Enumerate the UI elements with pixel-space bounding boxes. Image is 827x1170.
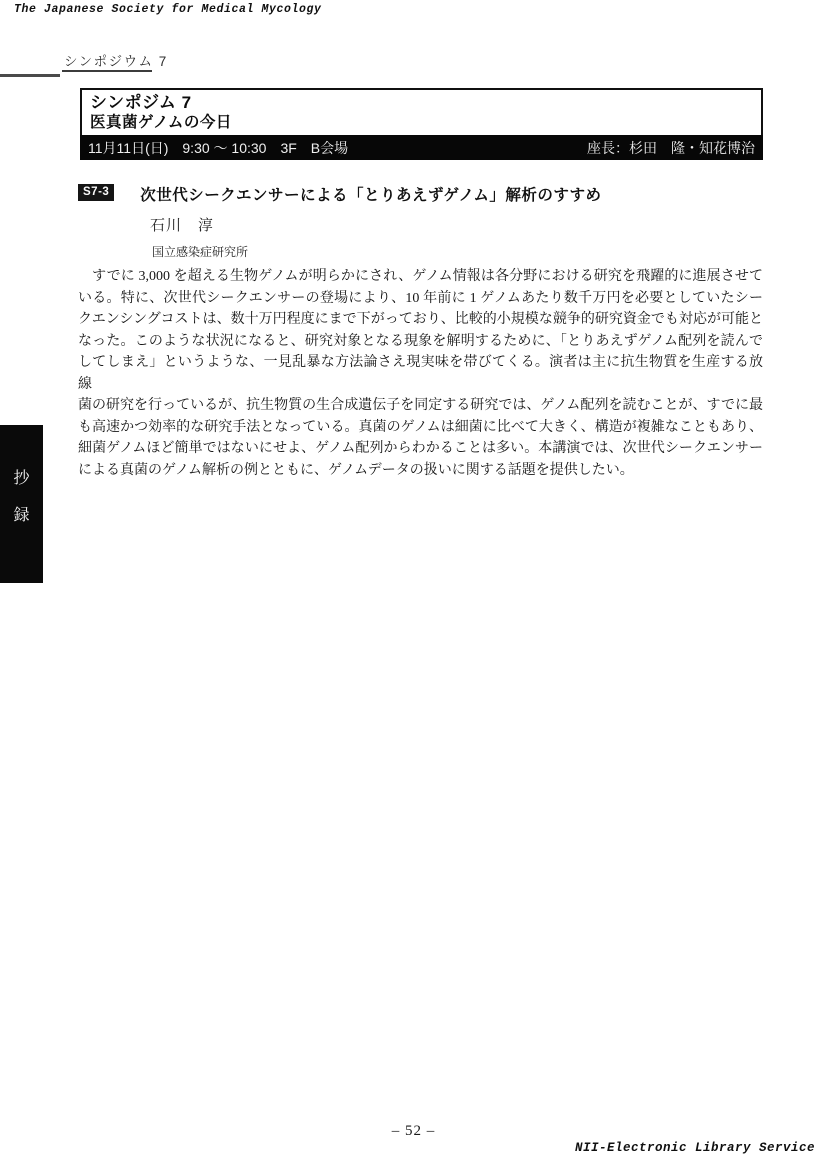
- side-tab-abstract: [0, 425, 43, 583]
- abstract-body-line: 細菌ゲノムほど簡単ではないにせよ、ゲノム配列からわかることは多い。本講演では、次世代シークエンサー: [78, 441, 763, 456]
- session-schedule-bar: [80, 135, 763, 160]
- section-label: シンポジウム 7: [64, 54, 168, 69]
- abstract-body-line: による真菌のゲノム解析の例とともに、ゲノムデータの扱いに関する話題を提供したい。: [78, 462, 634, 478]
- section-label-underline: [62, 70, 152, 72]
- abstract-body-line: なった。このような状況になると、研究対象となる現象を解明するために、「とりあえずゲノム配列を読んで: [78, 333, 763, 349]
- page-number: – 52 –: [391, 1123, 436, 1139]
- library-service-credit: NII-Electronic Library Service: [574, 1141, 815, 1155]
- abstract-body-line: 菌の研究を行っているが、抗生物質の生合成遺伝子を同定する研究では、ゲノム配列を読むことが、すでに最: [78, 398, 763, 413]
- abstract-code-badge: S7-3: [78, 184, 114, 201]
- abstract-affiliation: 国立感染症研究所: [152, 245, 249, 259]
- session-title: 医真菌ゲノムの今日: [90, 114, 232, 131]
- side-tab-char: 録: [13, 507, 30, 524]
- side-tab-char: 抄: [13, 470, 30, 487]
- abstract-title: 次世代シークエンサーによる「とりあえずゲノム」解析のすすめ: [140, 187, 602, 204]
- session-titles: [82, 90, 761, 135]
- session-chairs: 座長：杉田 隆・知花博治: [587, 139, 755, 156]
- abstract-body: [78, 266, 763, 481]
- session-number: シンポジム 7: [90, 93, 192, 112]
- journal-header: The Japanese Society for Medical Mycology: [14, 3, 322, 16]
- abstract-title-row: [78, 184, 602, 205]
- abstract-body-line: いる。特に、次世代シークエンサーの登場により、10 年前に 1 ゲノムあたり数千万円を必要としていたシー: [78, 290, 763, 306]
- abstract-author: 石川 淳: [150, 218, 215, 234]
- abstract-body-line: してしまえ」というような、一見乱暴な方法論さえ現実味を帯びてくる。演者は主に抗生物質を生産する放線: [78, 355, 763, 392]
- abstract-body-line: すでに 3,000 を超える生物ゲノムが明らかにされ、ゲノム情報は各分野における研究を飛躍的に進展させて: [78, 269, 763, 284]
- left-margin-rule: [0, 74, 60, 77]
- abstract-body-line: クエンシングコストは、数十万円程度にまで下がっており、比較的小規模な競争的研究資金でも対応が可能と: [78, 312, 763, 327]
- session-header-box: [80, 88, 763, 160]
- abstract-body-line: も高速かつ効率的な研究手法となっている。真菌のゲノムは細菌に比べて大きく、構造が複雑なこともあり、: [78, 419, 763, 435]
- session-datetime: 11月11日(日) 9:30 ～ 10:30 3F B会場: [88, 139, 349, 156]
